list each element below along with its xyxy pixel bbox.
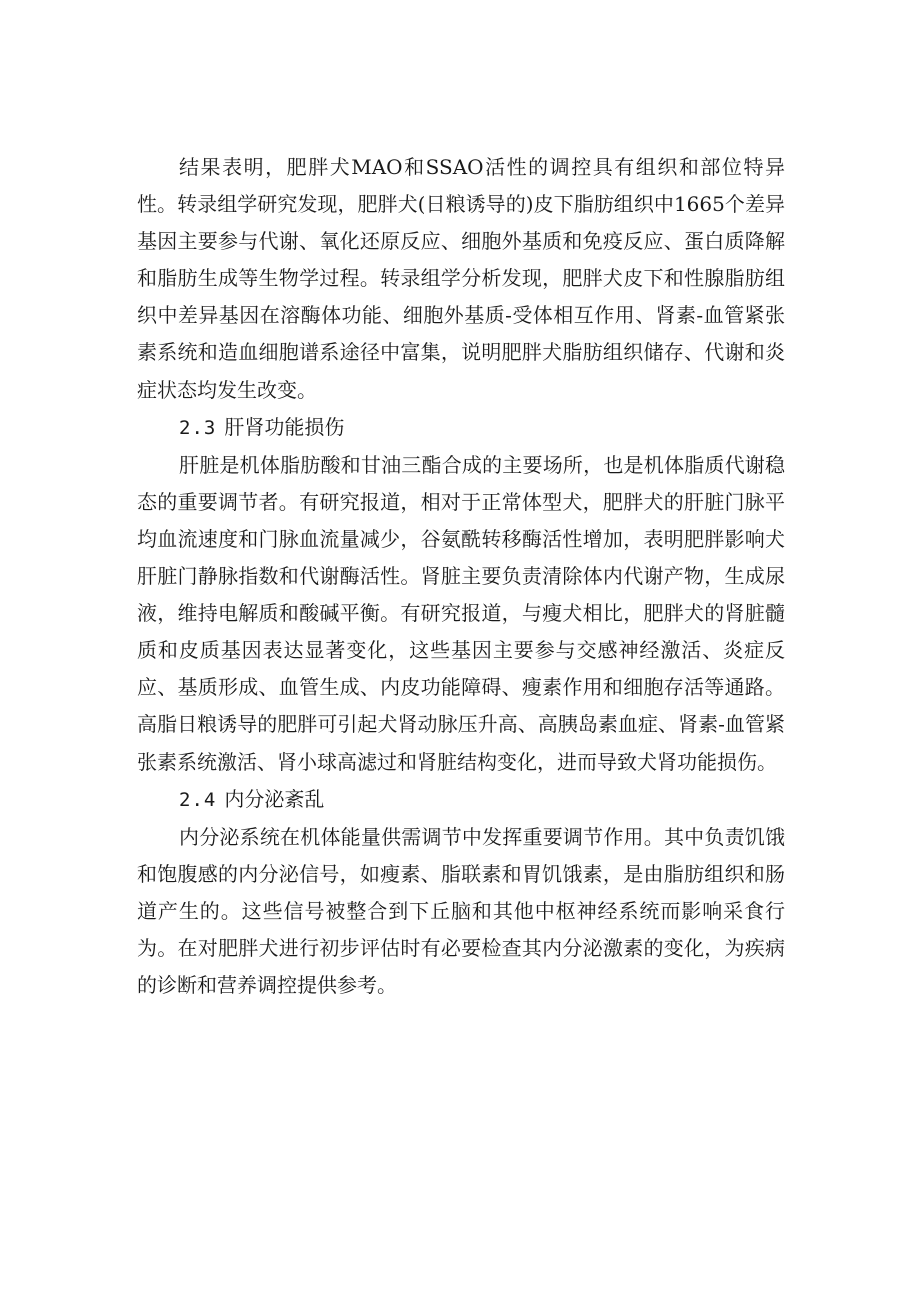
paragraph-results: 结果表明，肥胖犬MAO和SSAO活性的调控具有组织和部位特异性。转录组学研究发现，肥胖犬(日粮诱导的)皮下脂肪组织中1665个差异基因主要参与代谢、氧化还原反应、细胞外基质和免疫反应、蛋白质降解和脂肪生成等生物学过程。转录组学分析发现，肥胖犬皮下和性腺脂肪组织中差异基因在溶酶体功能、细胞外基质-受体相互作用、肾素-血管紧张素系统和造血细胞谱系途径中富集，说明肥胖犬脂肪组织储存、代谢和炎症状态均发生改变。	[137, 155, 785, 402]
paragraph-endocrine: 内分泌系统在机体能量供需调节中发挥重要调节作用。其中负责饥饿和饱腹感的内分泌信号，如瘦素、脂联素和胃饥饿素，是由脂肪组织和肠道产生的。这些信号被整合到下丘脑和其他中枢神经系统而影响采食行为。在对肥胖犬进行初步评估时有必要检查其内分泌激素的变化，为疾病的诊断和营养调控提供参考。	[137, 824, 785, 998]
section-title: 肝肾功能损伤	[224, 414, 345, 439]
paragraph-liver-kidney: 肝脏是机体脂肪酸和甘油三酯合成的主要场所，也是机体脂质代谢稳态的重要调节者。有研究报道，相对于正常体型犬，肥胖犬的肝脏门脉平均血流速度和门脉血流量减少，谷氨酰转移酶活性增加，表明肥胖影响犬肝脏门静脉指数和代谢酶活性。肾脏主要负责清除体内代谢产物，生成尿液，维持电解质和酸碱平衡。有研究报道，与瘦犬相比，肥胖犬的肾脏髓质和皮质基因表达显著变化，这些基因主要参与交感神经激活、炎症反应、基质形成、血管生成、内皮功能障碍、瘦素作用和细胞存活等通路。高脂日粮诱导的肥胖可引起犬肾动脉压升高、高胰岛素血症、肾素-血管紧张素系统激活、肾小球高滤过和肾脏结构变化，进而导致犬肾功能损伤。	[137, 452, 785, 774]
section-title: 内分泌紊乱	[224, 786, 325, 811]
section-number: 2.4	[179, 788, 217, 811]
section-heading-2-3	[137, 409, 785, 447]
section-number: 2.3	[179, 416, 217, 439]
section-heading-2-4	[137, 781, 785, 819]
document-body	[137, 149, 785, 1004]
